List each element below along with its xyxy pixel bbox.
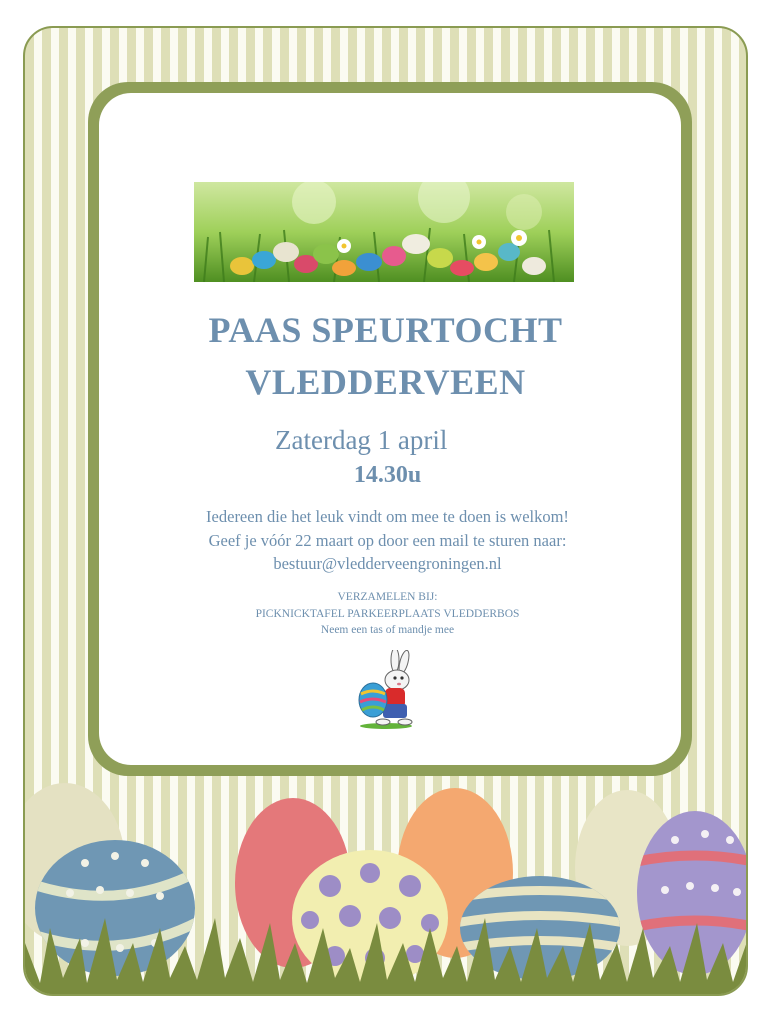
- title-line-2: VLEDDERVEEN: [245, 362, 526, 402]
- easter-banner-image: [194, 182, 574, 282]
- bring-note: Neem een tas of mandje mee: [320, 624, 455, 636]
- easter-bunny-icon: [351, 650, 421, 730]
- title-line-1: PAAS SPEURTOCHT: [208, 310, 563, 350]
- info-block: [25, 505, 748, 576]
- poster: [23, 26, 748, 996]
- info-line-1: Iedereen die het leuk vindt om mee te doen is welkom!: [206, 507, 569, 526]
- meeting-block: [25, 589, 748, 639]
- meet-label: VERZAMELEN BIJ:: [337, 591, 438, 603]
- event-time-text: 14.30u: [353, 462, 422, 488]
- event-time: [25, 460, 748, 490]
- event-title: [25, 304, 746, 408]
- easter-eggs-illustration: [25, 768, 748, 996]
- event-date: Zaterdag 1 april: [275, 425, 448, 455]
- info-line-2: Geef je vóór 22 maart op door een mail te sturen naar:: [208, 530, 567, 550]
- meet-location: PICKNICKTAFEL PARKEERPLAATS VLEDDERBOS: [255, 607, 520, 620]
- contact-email: bestuur@vledderveengroningen.nl: [273, 554, 502, 573]
